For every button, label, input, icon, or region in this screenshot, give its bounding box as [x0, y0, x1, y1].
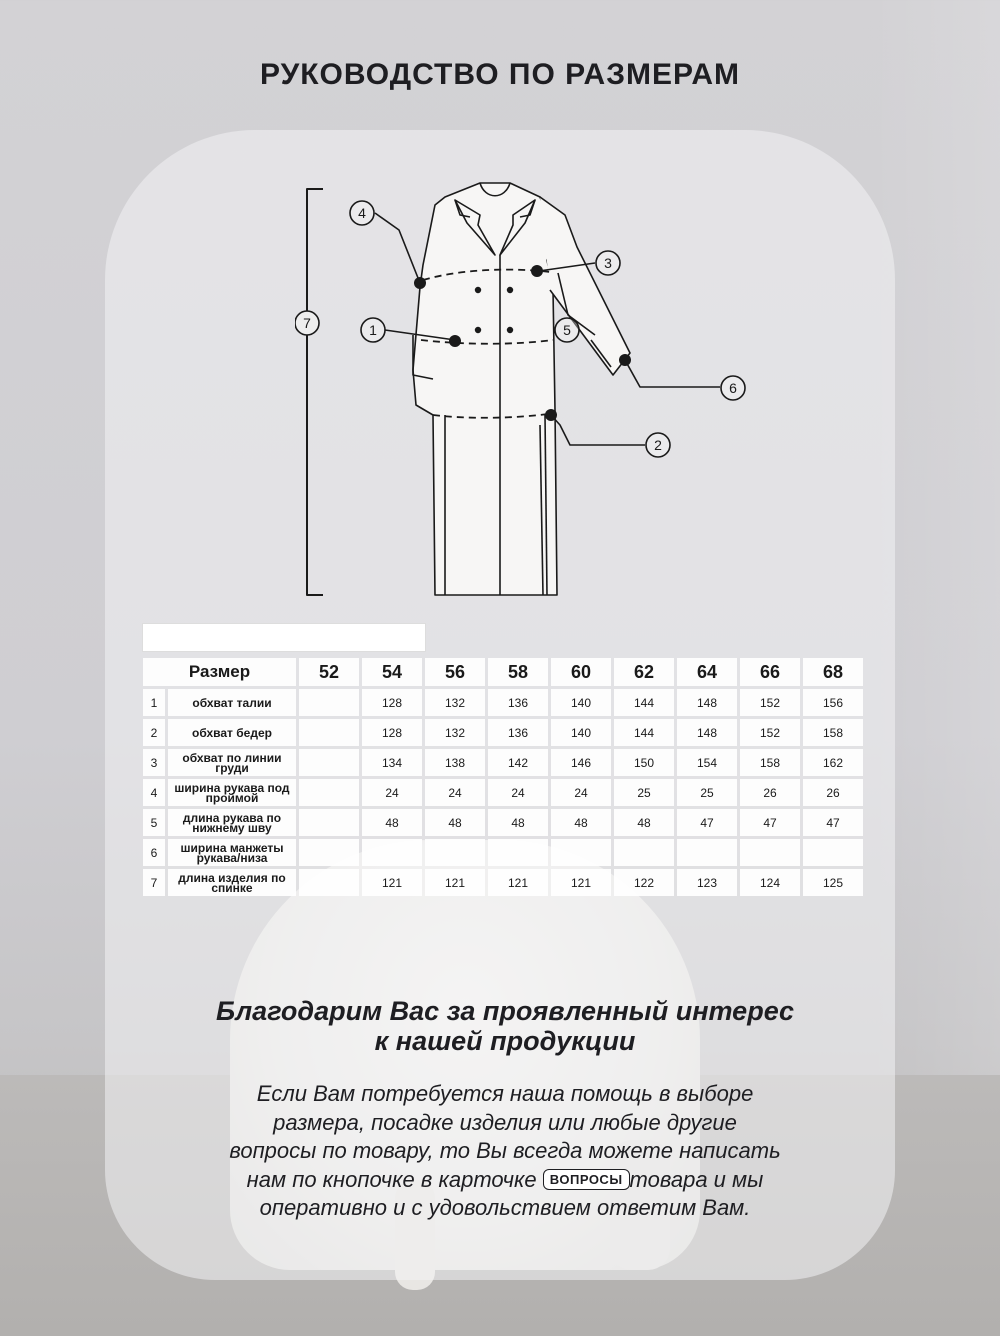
table-cell: 128	[362, 689, 422, 716]
row-number: 3	[143, 749, 165, 776]
size-header: 54	[362, 658, 422, 686]
table-cell: 121	[551, 869, 611, 896]
row-label: обхват по линии груди	[168, 749, 296, 776]
info-line: вопросы по товару, то Вы всегда можете написать	[229, 1138, 781, 1163]
table-header-row	[143, 658, 863, 686]
row-label: обхват бедер	[168, 719, 296, 746]
table-cell	[299, 749, 359, 776]
table-cell: 150	[614, 749, 674, 776]
coat-body	[413, 183, 557, 595]
blank-header-box	[142, 623, 426, 652]
table-cell	[425, 839, 485, 866]
table-row	[143, 869, 863, 896]
table-cell	[614, 839, 674, 866]
size-header: 58	[488, 658, 548, 686]
table-row	[143, 839, 863, 866]
row-label: обхват талии	[168, 689, 296, 716]
size-header: 68	[803, 658, 863, 686]
info-line: размера, посадке изделия или любые другие	[273, 1109, 737, 1135]
callout-2-label: 2	[654, 437, 662, 453]
size-header: 52	[299, 658, 359, 686]
table-cell: 48	[425, 809, 485, 836]
table-cell: 138	[425, 749, 485, 776]
row-number: 4	[143, 779, 165, 806]
table-cell: 136	[488, 689, 548, 716]
info-line-part: товара и мы	[629, 1166, 764, 1192]
thanks-heading	[0, 996, 1000, 1056]
table-cell	[299, 839, 359, 866]
table-cell	[362, 839, 422, 866]
table-cell: 136	[488, 719, 548, 746]
row-number: 5	[143, 809, 165, 836]
row-number: 6	[143, 839, 165, 866]
info-line-part: нам по кнопочке в карточке	[246, 1166, 537, 1192]
table-cell: 158	[803, 719, 863, 746]
table-cell: 140	[551, 689, 611, 716]
table-cell	[488, 839, 548, 866]
table-cell	[551, 839, 611, 866]
table-cell: 156	[803, 689, 863, 716]
table-row	[143, 719, 863, 746]
row-label: ширина рукава под проймой	[168, 779, 296, 806]
table-cell: 124	[740, 869, 800, 896]
thanks-line: к нашей продукции	[374, 1026, 636, 1056]
row-number: 1	[143, 689, 165, 716]
table-cell: 25	[614, 779, 674, 806]
table-cell: 148	[677, 689, 737, 716]
size-header: 66	[740, 658, 800, 686]
table-cell: 140	[551, 719, 611, 746]
table-cell: 47	[803, 809, 863, 836]
table-cell: 132	[425, 719, 485, 746]
table-cell: 152	[740, 719, 800, 746]
info-line: оперативно и с удовольствием ответим Вам.	[259, 1195, 751, 1220]
table-cell: 134	[362, 749, 422, 776]
table-row	[143, 689, 863, 716]
table-cell: 24	[362, 779, 422, 806]
table-cell: 146	[551, 749, 611, 776]
size-header: 64	[677, 658, 737, 686]
size-header: 60	[551, 658, 611, 686]
length-bracket	[307, 189, 323, 595]
table-cell: 125	[803, 869, 863, 896]
table-cell: 25	[677, 779, 737, 806]
table-cell: 121	[488, 869, 548, 896]
table-cell: 132	[425, 689, 485, 716]
questions-button[interactable]: ВОПРОСЫ	[543, 1169, 630, 1190]
info-line: Если Вам потребуется наша помощь в выборе	[256, 1081, 754, 1106]
size-header: 62	[614, 658, 674, 686]
table-cell: 24	[551, 779, 611, 806]
table-cell: 142	[488, 749, 548, 776]
callout-1-label: 1	[369, 322, 377, 338]
row-label: длина рукава по нижнему шву	[168, 809, 296, 836]
table-cell: 48	[488, 809, 548, 836]
table-cell: 128	[362, 719, 422, 746]
table-cell	[299, 779, 359, 806]
table-row	[143, 779, 863, 806]
row-label: длина изделия по спинке	[168, 869, 296, 896]
row-label: ширина манжеты рукава/низа	[168, 839, 296, 866]
callout-3-label: 3	[604, 255, 612, 271]
table-cell: 47	[740, 809, 800, 836]
info-line	[0, 1166, 1000, 1195]
table-cell	[299, 869, 359, 896]
table-cell: 162	[803, 749, 863, 776]
table-row	[143, 809, 863, 836]
table-cell: 121	[362, 869, 422, 896]
table-cell	[803, 839, 863, 866]
size-table	[140, 655, 866, 899]
coat-diagram	[295, 175, 765, 605]
table-cell: 148	[677, 719, 737, 746]
table-cell: 47	[677, 809, 737, 836]
table-cell: 48	[551, 809, 611, 836]
table-row	[143, 749, 863, 776]
table-cell: 144	[614, 689, 674, 716]
table-cell: 26	[803, 779, 863, 806]
table-cell: 144	[614, 719, 674, 746]
row-number: 2	[143, 719, 165, 746]
size-header: 56	[425, 658, 485, 686]
table-cell	[677, 839, 737, 866]
table-cell: 48	[362, 809, 422, 836]
table-cell: 152	[740, 689, 800, 716]
table-cell	[299, 689, 359, 716]
row-number: 7	[143, 869, 165, 896]
info-text	[0, 1080, 1000, 1223]
table-cell	[299, 809, 359, 836]
callout-7-label: 7	[303, 315, 311, 331]
size-header-label: Размер	[143, 658, 296, 686]
table-cell: 48	[614, 809, 674, 836]
table-cell: 158	[740, 749, 800, 776]
table-cell: 154	[677, 749, 737, 776]
table-cell: 24	[425, 779, 485, 806]
table-cell: 24	[488, 779, 548, 806]
callout-6-label: 6	[729, 380, 737, 396]
table-cell: 26	[740, 779, 800, 806]
table-cell: 121	[425, 869, 485, 896]
table-cell: 123	[677, 869, 737, 896]
callout-5-label: 5	[563, 322, 571, 338]
callout-4-label: 4	[358, 205, 366, 221]
table-cell	[740, 839, 800, 866]
table-cell: 122	[614, 869, 674, 896]
thanks-line: Благодарим Вас за проявленный интерес	[215, 996, 795, 1026]
page-title: РУКОВОДСТВО ПО РАЗМЕРАМ	[259, 58, 741, 91]
table-cell	[299, 719, 359, 746]
